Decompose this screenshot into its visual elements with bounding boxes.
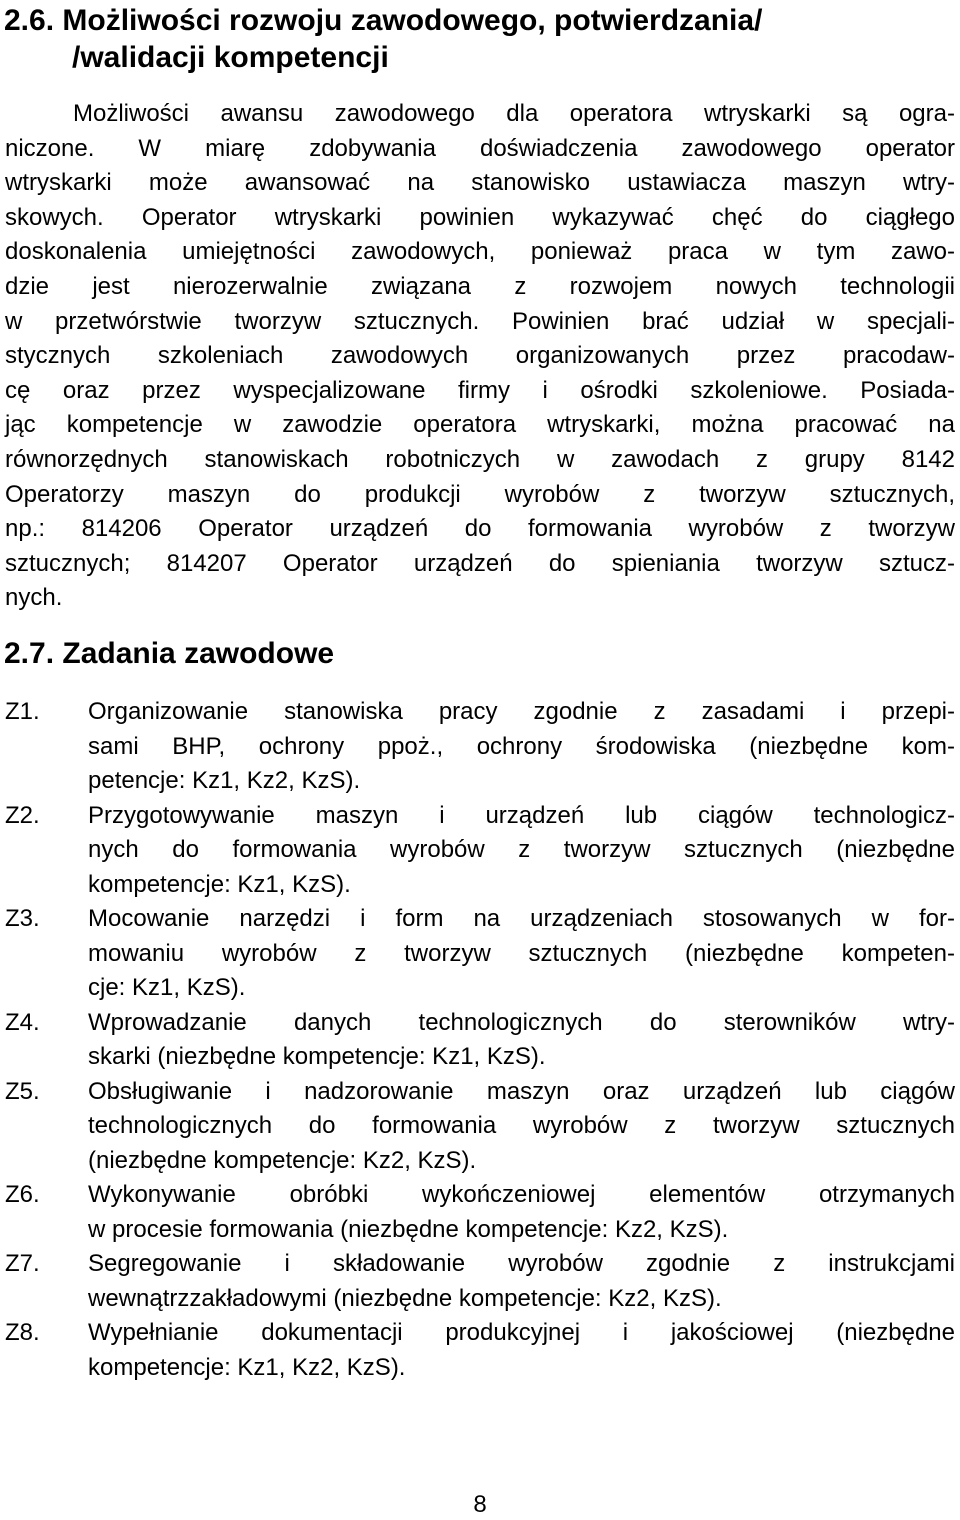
- paragraph-line: stycznych szkoleniach zawodowych organizowanych przez pracodaw-: [5, 342, 955, 370]
- paragraph-line: dzie jest nierozerwalnie związana z rozwojem nowych technologii: [5, 272, 955, 300]
- section-heading-2-6: [4, 2, 954, 76]
- task-line: petencje: Kz1, Kz2, KzS).: [88, 767, 361, 794]
- task-label: Z8.: [5, 1319, 40, 1346]
- task-text: [88, 1316, 955, 1385]
- task-line: Wykonywanie obróbki wykończeniowej elementów otrzymanych: [88, 1181, 955, 1208]
- task-label: Z6.: [5, 1181, 40, 1208]
- paragraph-line: nych.: [5, 584, 63, 612]
- paragraph-line: Operatorzy maszyn do produkcji wyrobów z tworzyw sztucznych,: [5, 480, 955, 508]
- career-paragraph: [5, 97, 955, 616]
- task-item: [5, 1316, 955, 1385]
- task-text: [88, 695, 955, 799]
- task-label: Z2.: [5, 801, 40, 829]
- task-line: Obsługiwanie i nadzorowanie maszyn oraz urządzeń lub ciągów: [88, 1077, 955, 1105]
- paragraph-line: jąc kompetencje w zawodzie operatora wtryskarki, można pracować na: [5, 411, 955, 439]
- task-line: Wypełnianie dokumentacji produkcyjnej i jakościowej (niezbędne: [88, 1319, 955, 1346]
- task-line: Segregowanie i składowanie wyrobów zgodnie z instrukcjami: [88, 1250, 955, 1277]
- task-line: wewnątrzzakładowymi (niezbędne kompetencje: Kz2, KzS).: [88, 1284, 722, 1312]
- task-line: kompetencje: Kz1, KzS).: [88, 870, 351, 898]
- task-item: [5, 799, 955, 903]
- task-label: Z7.: [5, 1250, 40, 1277]
- task-label: Z4.: [5, 1008, 40, 1036]
- paragraph-line: cę oraz przez wyspecjalizowane firmy i ośrodki szkoleniowe. Posiada-: [5, 376, 955, 404]
- task-line: kompetencje: Kz1, Kz2, KzS).: [88, 1353, 406, 1381]
- task-line: Mocowanie narzędzi i form na urządzeniach stosowanych w for-: [88, 905, 955, 932]
- task-line: (niezbędne kompetencje: Kz2, KzS).: [88, 1146, 477, 1174]
- paragraph-line: w przetwórstwie tworzyw sztucznych. Powinien brać udział w specjali-: [5, 307, 955, 335]
- task-line: w procesie formowania (niezbędne kompetencje: Kz2, KzS).: [88, 1215, 729, 1243]
- task-line: Wprowadzanie danych technologicznych do sterowników wtry-: [88, 1008, 955, 1036]
- task-text: [88, 1006, 955, 1075]
- task-label: Z5.: [5, 1077, 40, 1105]
- task-item: [5, 1075, 955, 1179]
- task-line: skarki (niezbędne kompetencje: Kz1, KzS).: [88, 1043, 546, 1070]
- paragraph-line: sztucznych; 814207 Operator urządzeń do spieniania tworzyw sztucz-: [5, 549, 955, 577]
- task-line: sami BHP, ochrony ppoż., ochrony środowiska (niezbędne kom-: [88, 732, 955, 760]
- paragraph-line: Możliwości awansu zawodowego dla operatora wtryskarki są ogra-: [73, 100, 955, 127]
- task-line: Organizowanie stanowiska pracy zgodnie z zasadami i przepi-: [88, 698, 955, 725]
- paragraph-line: skowych. Operator wtryskarki powinien wykazywać chęć do ciągłego: [5, 203, 955, 231]
- task-item: [5, 1247, 955, 1316]
- page-number: 8: [473, 1491, 487, 1518]
- task-item: [5, 902, 955, 1006]
- task-text: [88, 902, 955, 1006]
- task-line: technologicznych do formowania wyrobów z tworzyw sztucznych: [88, 1112, 955, 1139]
- heading-line: /walidacji kompetencji: [72, 41, 389, 74]
- task-item: [5, 695, 955, 799]
- task-label: Z1.: [5, 698, 40, 725]
- heading-line: 2.6. Możliwości rozwoju zawodowego, potwierdzania/: [4, 4, 763, 37]
- task-line: mowaniu wyrobów z tworzyw sztucznych (niezbędne kompeten-: [88, 939, 955, 967]
- task-label: Z3.: [5, 905, 40, 932]
- section-heading-2-7: 2.7. Zadania zawodowe: [4, 637, 335, 670]
- task-list: [5, 695, 955, 1385]
- task-text: [88, 1075, 955, 1179]
- task-text: [88, 1178, 955, 1247]
- paragraph-line: niczone. W miarę zdobywania doświadczenia zawodowego operator: [5, 134, 955, 162]
- task-text: [88, 799, 955, 903]
- task-item: [5, 1178, 955, 1247]
- task-line: cje: Kz1, KzS).: [88, 974, 246, 1001]
- task-item: [5, 1006, 955, 1075]
- task-line: Przygotowywanie maszyn i urządzeń lub ciągów technologicz-: [88, 801, 955, 829]
- paragraph-line: wtryskarki może awansować na stanowisko ustawiacza maszyn wtry-: [5, 169, 955, 197]
- paragraph-line: doskonalenia umiejętności zawodowych, ponieważ praca w tym zawo-: [5, 238, 955, 266]
- paragraph-line: np.: 814206 Operator urządzeń do formowania wyrobów z tworzyw: [5, 515, 955, 543]
- task-line: nych do formowania wyrobów z tworzyw sztucznych (niezbędne: [88, 836, 955, 863]
- paragraph-line: równorzędnych stanowiskach robotniczych w zawodach z grupy 8142: [5, 445, 955, 473]
- task-text: [88, 1247, 955, 1316]
